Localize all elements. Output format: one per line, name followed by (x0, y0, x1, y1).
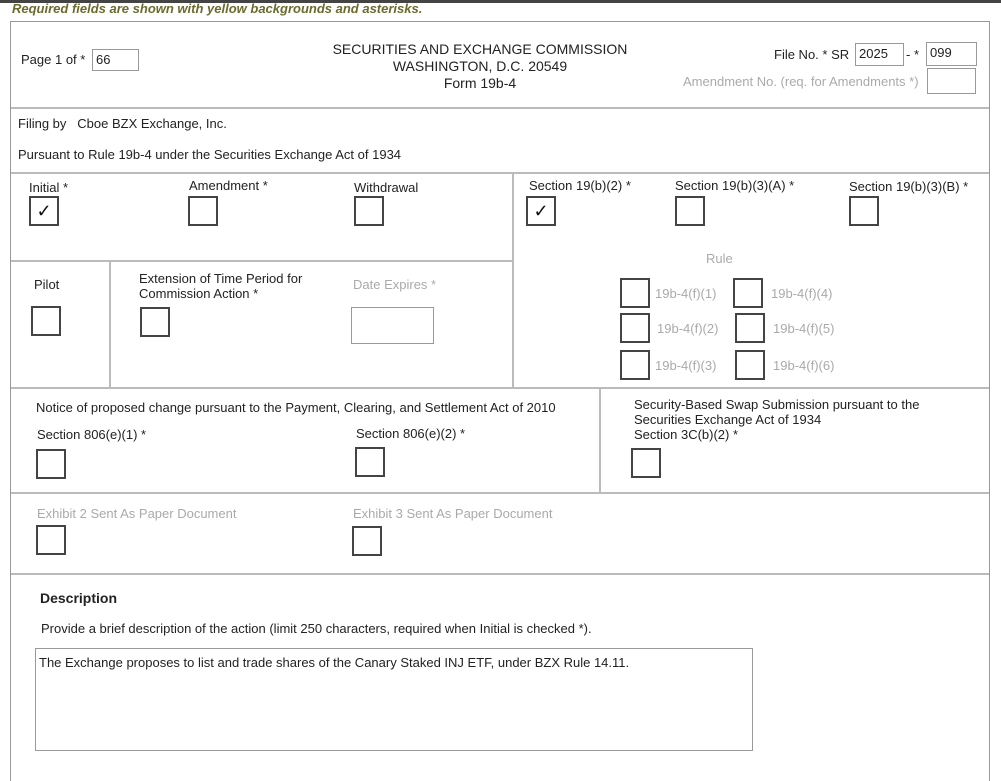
description-instructions: Provide a brief description of the action (limit 250 characters, required when Initial is checked *). (41, 621, 592, 636)
page-label: Page 1 of * (21, 52, 86, 67)
amendment-label: Amendment * (189, 178, 268, 193)
section-19b2-checkbox[interactable]: ✓ (526, 196, 556, 226)
section-806e2-checkbox[interactable] (355, 447, 385, 477)
initial-checkbox[interactable]: ✓ (29, 196, 59, 226)
swap-label-line-1: Security-Based Swap Submission pursuant to the (634, 397, 920, 412)
divider (11, 387, 989, 389)
rule-f5-label: 19b-4(f)(5) (773, 321, 835, 336)
form-title (300, 41, 660, 92)
file-no-label: File No. * SR (774, 47, 850, 62)
required-fields-notice: Required fields are shown with yellow backgrounds and asterisks. (12, 1, 423, 16)
amendment-no-input[interactable] (927, 68, 976, 94)
section-19b3b-checkbox[interactable] (849, 196, 879, 226)
extension-label (139, 271, 302, 301)
pursuant-text: Pursuant to Rule 19b-4 under the Securities Exchange Act of 1934 (18, 147, 402, 162)
filing-by-row (18, 116, 227, 131)
rule-f2-label: 19b-4(f)(2) (657, 321, 719, 336)
pilot-checkbox[interactable] (31, 306, 61, 336)
file-year-input[interactable]: 2025 (855, 43, 904, 66)
swap-label-line-3: Section 3C(b)(2) * (634, 427, 739, 442)
amendment-checkbox[interactable] (188, 196, 218, 226)
rule-heading: Rule (706, 251, 733, 266)
filer-name: Cboe BZX Exchange, Inc. (77, 116, 227, 131)
rule-f3-checkbox[interactable] (620, 350, 650, 380)
withdrawal-checkbox[interactable] (354, 196, 384, 226)
title-line-3: Form 19b-4 (443, 75, 517, 91)
exhibit-2-label: Exhibit 2 Sent As Paper Document (37, 506, 237, 521)
file-separator: - * (906, 47, 919, 62)
initial-label: Initial * (29, 180, 69, 195)
section-806e1-checkbox[interactable] (36, 449, 66, 479)
section-3cb2-checkbox[interactable] (631, 448, 661, 478)
section-19b3a-label: Section 19(b)(3)(A) * (675, 178, 795, 193)
amendment-no-label: Amendment No. (req. for Amendments *) (683, 74, 919, 89)
divider (109, 260, 111, 387)
rule-f1-label: 19b-4(f)(1) (655, 286, 717, 301)
withdrawal-label: Withdrawal (354, 180, 419, 195)
divider (11, 492, 989, 494)
pilot-label: Pilot (34, 277, 60, 292)
rule-f1-checkbox[interactable] (620, 278, 650, 308)
extension-checkbox[interactable] (140, 307, 170, 337)
filing-by-label: Filing by (18, 116, 67, 131)
page-total-input[interactable]: 66 (92, 49, 139, 71)
section-806e2-label: Section 806(e)(2) * (356, 426, 466, 441)
exhibit-3-checkbox[interactable] (352, 526, 382, 556)
rule-f6-checkbox[interactable] (735, 350, 765, 380)
extension-label-line-1: Extension of Time Period for (139, 271, 303, 286)
section-19b2-label: Section 19(b)(2) * (529, 178, 631, 193)
exhibit-3-label: Exhibit 3 Sent As Paper Document (353, 506, 553, 521)
swap-label-line-2: Securities Exchange Act of 1934 (634, 412, 822, 427)
section-806e1-label: Section 806(e)(1) * (37, 427, 147, 442)
divider (11, 172, 989, 174)
date-expires-input[interactable] (351, 307, 434, 344)
rule-f5-checkbox[interactable] (735, 313, 765, 343)
exhibit-2-checkbox[interactable] (36, 525, 66, 555)
divider (11, 107, 989, 109)
rule-f4-checkbox[interactable] (733, 278, 763, 308)
swap-label (634, 397, 919, 442)
description-heading: Description (40, 590, 118, 606)
payment-notice: Notice of proposed change pursuant to the Payment, Clearing, and Settlement Act of 2010 (36, 400, 556, 415)
rule-f2-checkbox[interactable] (620, 313, 650, 343)
extension-label-line-2: Commission Action * (139, 286, 259, 301)
rule-f4-label: 19b-4(f)(4) (771, 286, 833, 301)
divider (11, 260, 512, 262)
description-textarea[interactable]: The Exchange proposes to list and trade shares of the Canary Staked INJ ETF, under BZX Rule 14.11. (35, 648, 753, 751)
rule-f6-label: 19b-4(f)(6) (773, 358, 835, 373)
rule-f3-label: 19b-4(f)(3) (655, 358, 717, 373)
title-line-1: SECURITIES AND EXCHANGE COMMISSION (332, 41, 628, 57)
section-19b3b-label: Section 19(b)(3)(B) * (849, 179, 969, 194)
file-number-input[interactable]: 099 (926, 42, 977, 66)
divider (11, 573, 989, 575)
date-expires-label: Date Expires * (353, 277, 437, 292)
divider (512, 172, 514, 387)
section-19b3a-checkbox[interactable] (675, 196, 705, 226)
title-line-2: WASHINGTON, D.C. 20549 (392, 58, 568, 74)
divider (599, 387, 601, 492)
